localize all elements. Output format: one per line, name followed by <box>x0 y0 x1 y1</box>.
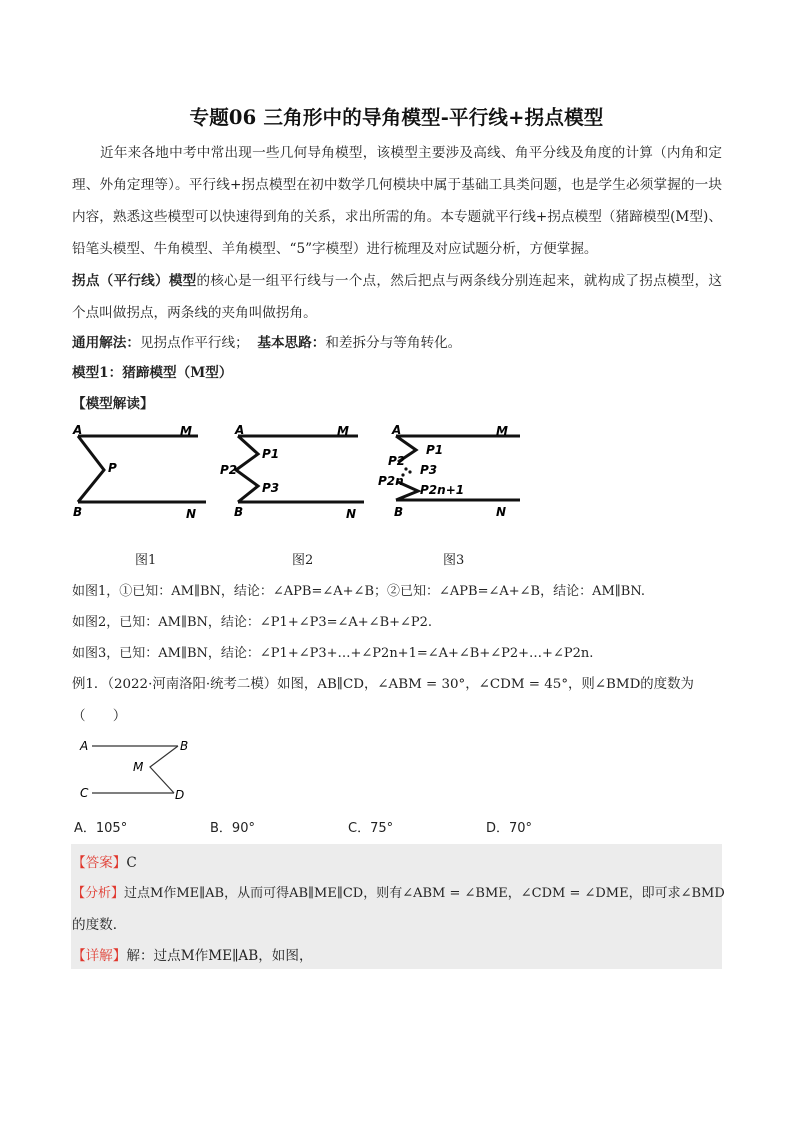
fig1-polyline <box>78 436 104 502</box>
fig3-label-p2n1: P2n+1 <box>420 483 465 497</box>
page-title: 专题06 三角形中的导角模型-平行线+拐点模型 <box>189 106 604 129</box>
fig2-label-b: B <box>234 505 244 519</box>
figure-1 <box>68 420 208 520</box>
method-line <box>72 331 461 351</box>
choice-c: C．75° <box>348 821 394 836</box>
example-question: 例1．（2022·河南洛阳·统考二模）如图，AB∥CD，∠ABM = 30°，∠CDM = 45°，则∠BMD的度数为 <box>72 677 694 692</box>
model1-heading: 模型1：猪蹄模型（M型） <box>72 365 233 381</box>
example-label-d: D <box>175 788 185 802</box>
fig2-label-n: N <box>346 507 357 520</box>
approach-text: 和差拆分与等角转化。 <box>325 335 462 351</box>
analysis-line <box>72 882 725 901</box>
fig1-label-a: A <box>73 423 83 437</box>
answer-value: C <box>126 855 137 871</box>
fig3-dot-2 <box>408 470 411 473</box>
answer-line <box>72 851 137 871</box>
choice-d: D．70° <box>486 821 533 836</box>
detail-line <box>72 944 313 964</box>
fig2-label-p2: P2 <box>220 463 238 477</box>
detail-text: 解：过点M作ME∥AB，如图， <box>126 948 313 964</box>
answer-tag: 【答案】 <box>72 855 127 871</box>
fig2-label-m: M <box>337 424 349 438</box>
fig3-label-n: N <box>496 505 507 519</box>
fig3-label-p2: P2 <box>388 454 406 468</box>
fig3-label-p1: P1 <box>426 443 444 457</box>
figure-3-caption: 图3 <box>443 553 465 568</box>
fig3-label-a: A <box>392 423 402 437</box>
intro-paragraph: 近年来各地中考中常出现一些几何导角模型，该模型主要涉及高线、角平分线及角度的计算（内角和定理、外角定理等）。平行线+拐点模型在初中数学几何模块中属于基础工具类问题，也是学生必须掌握的一块内容，熟悉这些模型可以快速得到角的关系，求出所需的角。本专题就平行线+拐点模型（猪蹄模型(M型)、铅笔头模型、牛角模型、羊角模型、“5”字模型）进行梳理及对应试题分析，方便掌握。 <box>72 145 722 257</box>
fig3-label-b: B <box>394 505 404 519</box>
figure-3 <box>376 420 526 520</box>
choice-a: A．105° <box>74 821 128 836</box>
analysis-line-2: 的度数． <box>72 917 127 933</box>
model-reading-heading: 【模型解读】 <box>72 396 154 412</box>
choice-b: B．90° <box>210 821 255 836</box>
conclusion-fig2: 如图2，已知：AM∥BN，结论：∠P1+∠P3=∠A+∠B+∠P2. <box>72 615 433 630</box>
method-text: 见拐点作平行线； <box>139 335 249 351</box>
fig2-label-p3: P3 <box>262 481 280 495</box>
fig3-label-p2n: P2n <box>378 474 404 488</box>
fig1-label-m: M <box>180 424 192 438</box>
example-polyline <box>150 746 178 793</box>
conclusion-fig1: 如图1，①已知：AM∥BN，结论：∠APB=∠A+∠B；②已知：∠APB=∠A+∠B，结论：AM∥BN. <box>72 584 646 599</box>
approach-label: 基本思路： <box>257 335 326 351</box>
example-label-b: B <box>180 739 189 753</box>
definition-text: 的核心是一组平行线与一个点，然后把点与两条线分别连起来，就构成了拐点模型，这个点叫做拐点，两条线的夹角叫做拐角。 <box>72 273 722 321</box>
method-label: 通用解法： <box>72 335 140 351</box>
example-label-m: M <box>133 760 144 774</box>
fig3-label-p3: P3 <box>420 463 438 477</box>
figure-2 <box>218 420 368 520</box>
fig1-label-b: B <box>73 505 83 519</box>
conclusion-fig3: 如图3，已知：AM∥BN，结论：∠P1+∠P3+…+∠P2n+1=∠A+∠B+∠P2+…+∠P2n. <box>72 646 594 661</box>
fig2-polyline <box>236 436 258 502</box>
detail-tag: 【详解】 <box>72 948 127 964</box>
fig2-label-a: A <box>235 423 245 437</box>
analysis-tag: 【分析】 <box>72 886 125 901</box>
definition-term: 拐点（平行线）模型 <box>72 273 197 289</box>
example-figure <box>74 735 204 805</box>
analysis-text: 过点M作ME∥AB，从而可得AB∥ME∥CD，则有∠ABM = ∠BME，∠CDM = ∠DME，即可求∠BMD <box>124 886 725 901</box>
figure-1-caption: 图1 <box>135 553 157 568</box>
fig3-label-m: M <box>496 424 508 438</box>
fig2-label-p1: P1 <box>262 447 280 461</box>
figure-2-caption: 图2 <box>292 553 314 568</box>
fig1-label-n: N <box>186 507 197 520</box>
example-label-a: A <box>80 739 89 753</box>
definition-paragraph <box>72 265 722 329</box>
example-label-c: C <box>80 786 89 800</box>
fig1-label-p: P <box>108 461 117 475</box>
example-answer-blank: （ ） <box>72 708 127 724</box>
